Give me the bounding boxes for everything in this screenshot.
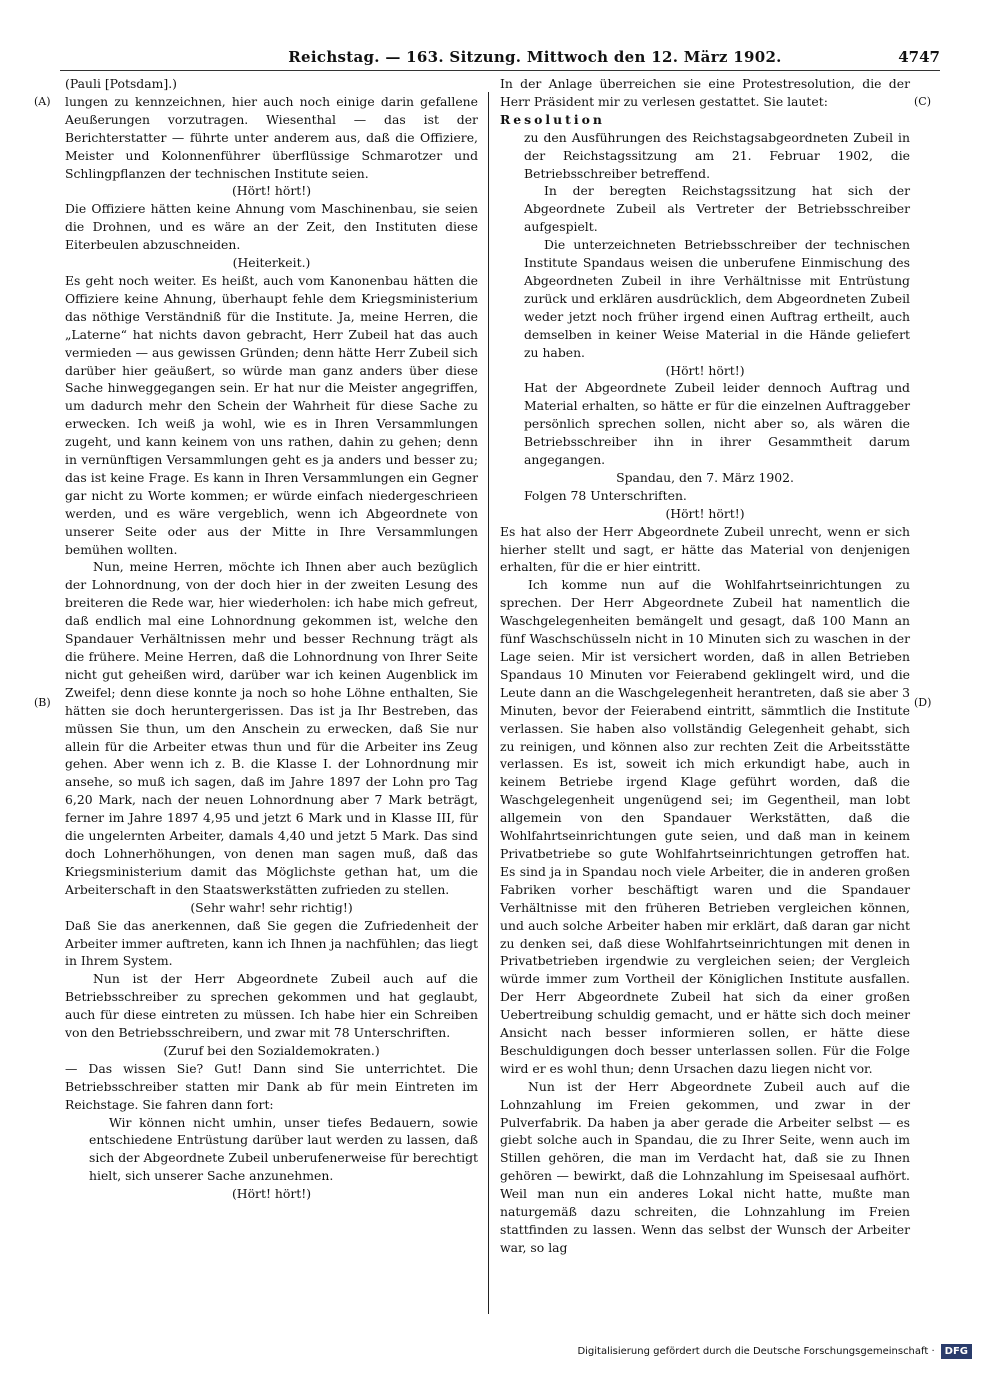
- paragraph: Folgen 78 Unterschriften.: [524, 487, 687, 503]
- paragraph: Hat der Abgeordnete Zubeil leider dennoch Auftrag und Material erhalten, so hätte er für die einzelnen Auftraggeber persönlich sprechen sollen, nicht aber so, als wären die Betriebsschreiber ihn in ihrer Gesammtheit darum angegangen.: [524, 380, 910, 468]
- paragraph: Nun ist der Herr Abgeordnete Zubeil auch auf die Betriebsschreiber zu sprechen gekommen und hat geglaubt, auch für diese eintreten zu müssen. Ich habe hier ein Schreiben von den Betriebsschreibern, und zwar mit 78 Unterschriften.: [65, 971, 478, 1041]
- paragraph: (Hört! hört!): [665, 362, 745, 378]
- paragraph: Die unterzeichneten Betriebsschreiber der technischen Institute Spandaus weisen die unberufene Einmischung des Abgeordneten Zubeil in ihre Verhältnisse mit Entrüstung zurück und erklären ausdrücklich, dem Abgeordneten Zubeil weder jetzt noch früher irgend einen Auftrag ertheilt, auch demselben in keiner Weise Material in die Hände geliefert zu haben.: [524, 237, 910, 360]
- footer-credit: Digitalisierung gefördert durch die Deutsche Forschungsgemeinschaft ·: [577, 1346, 935, 1357]
- right-column: [500, 75, 910, 1257]
- paragraph: lungen zu kennzeichnen, hier auch noch einige darin gefallene Aeußerungen vorzutragen. Wiesenthal — das ist der Berichterstatter — führte unter anderem aus, daß die Offiziere, Meister und Kolonnenführer überflüssige Schmarotzer und Schlingpflanzen der technischen Institute seien.: [65, 93, 478, 181]
- paragraph: (Pauli [Potsdam].): [65, 76, 177, 91]
- paragraph: Ich komme nun auf die Wohlfahrtseinrichtungen zu sprechen. Der Herr Abgeordnete Zubeil hat namentlich die Waschgelegenheiten bemängelt und gesagt, daß 100 Mann an fünf Waschschüsseln nicht in 10 Minuten sich zu waschen in der Lage seien. Mir ist versichert worden, daß in allen Betrieben Spandaus 10 Minuten vor Feierabend geklingelt wird, und die Leute dann an die Waschgelegenheit herantreten, daß sie aber 3 Minuten, bevor der Feierabend eintritt, sämmtlich die Institute verlassen. Sie haben also vollständig Gelegenheit gehabt, sich zu reinigen, und können also zur rechten Zeit die Arbeitsstätte verlassen. Es ist, soweit ich mich erkundigt habe, auch in keinem Betriebe irgend Klage geführt worden, daß die Waschgelegenheit ungenügend sei; im Gegentheil, man lobt allgemein von den Spandauer Werkstätten, daß die Wohlfahrtseinrichtungen gute seien, und daß man in keinem Privatbetriebe so gute Wohlfahrtseinrichtungen getroffen hat. Es sind ja in Spandau noch viele Arbeiter, die in anderen großen Fabriken vorher beschäftigt waren und die Spandauer Verhältnisse mit den früheren Betrieben vergleichen können, und auch solche Arbeiter haben mir erklärt, daß daran gar nicht zu denken sei, daß diese Wohlfahrtseinrichtungen mit denen in Privatbetrieben irgendwie zu vergleichen seien; der Vergleich würde immer zum Vortheil der Königlichen Institute ausfallen. Der Herr Abgeordnete Zubeil hat sich da einer großen Uebertreibung schuldig gemacht, und er hätte sich doch meiner Ansicht nach besser informieren sollen, er hätte diese Beschuldigungen doch besser unterlassen sollen. Für die Folge wird er es wohl thun; denn Ursachen dazu liegen nicht vor.: [500, 577, 910, 1076]
- paragraph: Nun, meine Herren, möchte ich Ihnen aber auch bezüglich der Lohnordnung, von der doch hier in der zweiten Lesung des breiteren die Rede war, hier wiederholen: ich habe mich gefreut, daß endlich mal eine Lohnordnung gekommen ist, welche den Spandauer Verhältnissen mehr und besser Rechnung trägt als die frühere. Meine Herren, daß die Lohnordnung von Ihrer Seite nicht gut geheißen wird, darüber war ich keinen Augenblick im Zweifel; denn diese konnte ja noch so hohe Löhne enthalten, Sie hätten sie doch heruntergerissen. Das ist ja Ihr Bestreben, das müssen Sie thun, um den Anschein zu erwecken, daß Sie nur allein für die Arbeiter etwas thun und für die Arbeiter ins Zeug gehen. Aber wenn ich z. B. die Klasse I. der Lohnordnung mir ansehe, so muß ich sagen, daß im Jahre 1897 der Lohn pro Tag 6,20 Mark, nach der neuen Lohnordnung aber 7 Mark beträgt, ferner im Jahre 1897 4,95 und jetzt 6 Mark und in Klasse III, für die ungelernten Arbeiter, damals 4,40 und jetzt 5 Mark. Das sind doch Lohnerhöhungen, von denen man sagen muß, daß das Kriegsministerium damit das Möglichste gethan hat, um die Arbeiterschaft in den Staatswerkstätten zufrieden zu stellen.: [65, 559, 478, 897]
- paragraph: (Hört! hört!): [231, 1186, 312, 1202]
- page-number: 4747: [898, 48, 940, 66]
- page-header: [60, 48, 940, 70]
- paragraph: Wir können nicht umhin, unser tiefes Bedauern, sowie entschiedene Entrüstung darüber laut werden zu lassen, daß sich der Abgeordnete Zubeil unberufenerweise für berechtigt hielt, sich unserer Sache anzunehmen.: [89, 1114, 478, 1184]
- paragraph: (Sehr wahr! sehr richtig!): [190, 899, 353, 915]
- paragraph: (Hört! hört!): [231, 183, 312, 199]
- paragraph: Spandau, den 7. März 1902.: [616, 469, 794, 485]
- paragraph: In der Anlage überreichen sie eine Protestresolution, die der Herr Präsident mir zu verlesen gestattet. Sie lautet:: [500, 76, 910, 109]
- paragraph: (Hört! hört!): [665, 505, 745, 521]
- margin-mark-c: (C): [914, 95, 931, 108]
- left-column: [65, 75, 478, 1203]
- paragraph: Es geht noch weiter. Es heißt, auch vom Kanonenbau hätten die Offiziere keine Ahnung, überhaupt fehle dem Kriegsministerium das nöthige Verständniß für die Institute. Ja, meine Herren, die „Laterne“ hat nichts davon gebracht, Herr Zubeil hat das auch vermieden — aus gewissen Gründen; denn hätte Herr Zubeil sich darüber hier geäußert, so würde man ganz anders über diese Sache hinweggegangen sein. Er hat nur die Meister angegriffen, um dadurch mehr den Schein der Wahrheit für diese Sache zu erwecken. Ich weiß ja wohl, wie es in Ihren Versammlungen zugeht, und kann keinem von uns rathen, dahin zu gehen; denn in vernünftigen Versammlungen geht es ja anders und besser zu; das ist keine Frage. Es kann in Ihren Versammlungen ein Gegner gar nicht zu Worte kommen; er würde einfach niedergeschrieen werden, und es wäre vergeblich, wenn ich Abgeordnete von unserer Seite oder aus der Mitte in Ihre Versammlungen bemühen wollten.: [65, 272, 478, 557]
- paragraph: Nun ist der Herr Abgeordnete Zubeil auch auf die Lohnzahlung im Freien gekommen, und zwar in der Pulverfabrik. Da haben ja aber gerade die Arbeiter selbst — es giebt solche auch in Spandau, die zu Ihrer Seite, wenn auch im Stillen gehören, die man im Verdacht hat, daß sie zu Ihnen gehören — bewirkt, daß die Lohnzahlung im Speisesaal aufhört. Weil man nun ein anderes Lokal nicht hatte, mußte man naturgemäß dazu schreiten, die Lohnzahlung im Freien stattfinden zu lassen. Wenn das selbst der Wunsch der Arbeiter war, so lag: [500, 1078, 910, 1255]
- footer: [577, 1344, 972, 1359]
- dfg-logo: DFG: [941, 1344, 972, 1359]
- paragraph: — Das wissen Sie? Gut! Dann sind Sie unterrichtet. Die Betriebsschreiber statten mir Dank ab für mein Eintreten im Reichstage. Sie fahren dann fort:: [65, 1060, 478, 1112]
- paragraph: Die Offiziere hätten keine Ahnung vom Maschinenbau, sie seien die Drohnen, und es wäre an der Zeit, den Instituten diese Eiterbeulen abzuschneiden.: [65, 201, 478, 253]
- paragraph: Resolution: [500, 111, 605, 127]
- paragraph: (Zuruf bei den Sozialdemokraten.): [163, 1042, 380, 1058]
- header-rule: [60, 70, 940, 71]
- margin-mark-a: (A): [34, 95, 51, 108]
- paragraph: In der beregten Reichstagssitzung hat sich der Abgeordnete Zubeil als Vertreter der Betriebsschreiber aufgespielt.: [524, 183, 910, 235]
- margin-mark-d: (D): [914, 696, 932, 709]
- page-title: Reichstag. — 163. Sitzung. Mittwoch den 12. März 1902.: [288, 48, 782, 66]
- paragraph: (Heiterkeit.): [232, 255, 311, 271]
- margin-mark-b: (B): [34, 696, 51, 709]
- paragraph: Es hat also der Herr Abgeordnete Zubeil unrecht, wenn er sich hierher stellt und sagt, er hätte das Material von denjenigen erhalten, für die er hier eintritt.: [500, 523, 910, 575]
- paragraph: zu den Ausführungen des Reichstagsabgeordneten Zubeil in der Reichstagssitzung am 21. Februar 1902, die Betriebsschreiber betreffend.: [524, 129, 910, 181]
- column-divider: [488, 92, 489, 1314]
- paragraph: Daß Sie das anerkennen, daß Sie gegen die Zufriedenheit der Arbeiter immer auftreten, kann ich Ihnen ja nachfühlen; das liegt in Ihrem System.: [65, 917, 478, 969]
